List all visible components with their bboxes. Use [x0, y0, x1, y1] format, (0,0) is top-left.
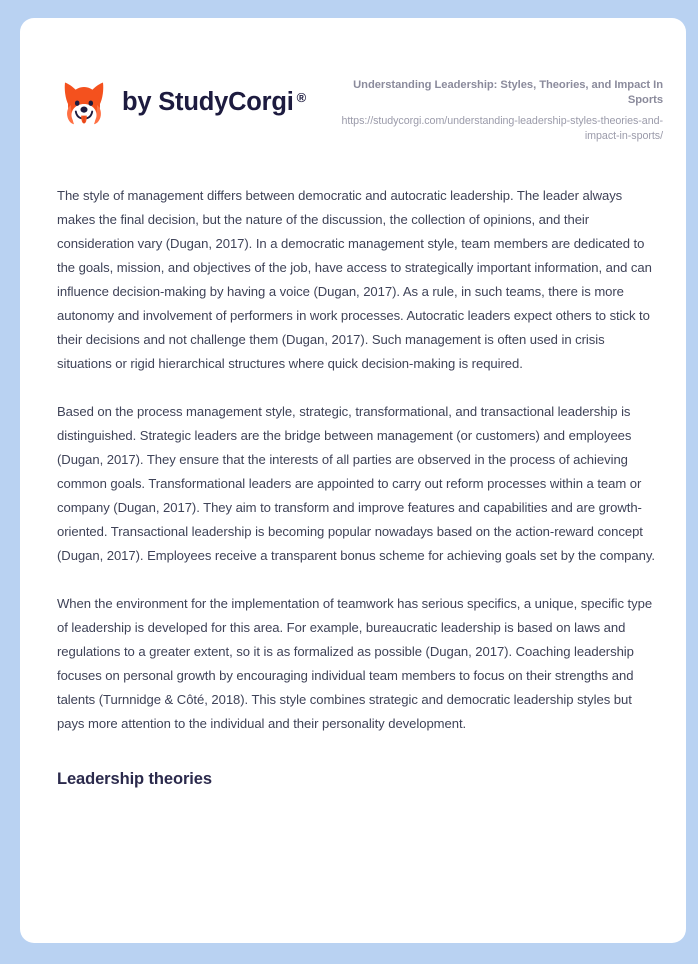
- corgi-face-logo-icon: [57, 76, 111, 130]
- article-body: [57, 184, 655, 790]
- paragraph: When the environment for the implementation of teamwork has serious specifics, a unique, specific type of leadership is developed for this area. For example, bureaucratic leadership is based on laws and regulations to a greater extent, so it is as formalized as possible (Dugan, 2017). Coaching leadership focuses on personal growth by encouraging individual team members to focus on their strengths and talents (Turnnidge & Côté, 2018). This style combines strategic and democratic leadership styles but pays more attention to the individual and their personality development.: [57, 596, 653, 731]
- paragraph: The style of management differs between democratic and autocratic leadership. The leader always makes the final decision, but the nature of the discussion, the collection of opinions, and their consideration vary (Dugan, 2017). In a democratic management style, team members are dedicated to the goals, mission, and objectives of the job, have access to strategically important information, and can influence decision-making by having a voice (Dugan, 2017). As a rule, in such teams, there is more autonomy and involvement of performers in work processes. Autocratic leaders expect others to stick to their decisions and not challenge them (Dugan, 2017). Such management is often used in crisis situations or rigid hierarchical structures where quick decision-making is required.: [57, 188, 652, 371]
- source-url[interactable]: https://studycorgi.com/understanding-leadership-styles-theories-and-impact-in-sports/: [341, 114, 663, 143]
- brand-wordmark: [122, 90, 306, 116]
- registered-trademark-icon: ®: [296, 90, 307, 106]
- studycorgi-brand[interactable]: [57, 76, 306, 130]
- document-meta: [318, 78, 663, 144]
- document-paper: [20, 18, 686, 943]
- paragraph: Based on the process management style, strategic, transformational, and transactional leadership is distinguished. Strategic leaders are the bridge between management (or customers) and employees (Dugan, 2017). They ensure that the interests of all parties are observed in the process of achieving common goals. Transformational leaders are appointed to carry out reform processes within a team or company (Dugan, 2017). They aim to transform and improve features and capabilities and are growth-oriented. Transactional leadership is becoming popular nowadays based on the action-reward concept (Dugan, 2017). Employees receive a transparent bonus scheme for achieving goals set by the company.: [57, 404, 655, 563]
- page-title: Understanding Leadership: Styles, Theories, and Impact In Sports: [353, 79, 663, 107]
- document-header: [20, 18, 686, 158]
- brand-name-text: by StudyCorgi: [122, 88, 294, 117]
- section-heading-leadership-theories: Leadership theories: [57, 770, 212, 788]
